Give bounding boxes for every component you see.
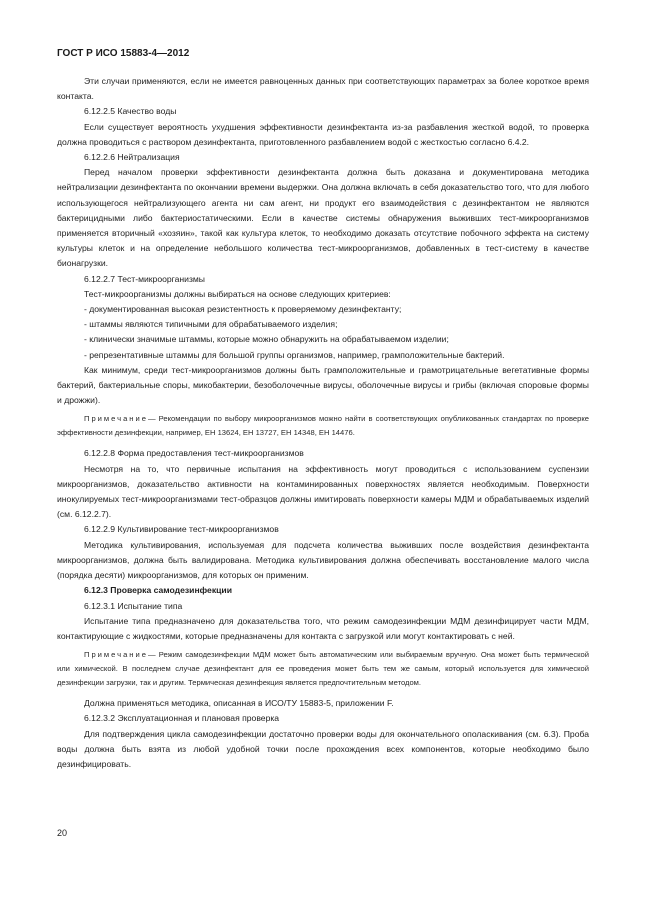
note-block: [57, 648, 589, 690]
section-heading-bold: 6.12.3 Проверка самодезинфекции: [84, 585, 232, 596]
paragraph: Методика культивирования, используемая для подсчета количества выживших после воздействия дезинфектанта микроорганизмов, должна быть валидирована. Методика культивирования должна обеспечивать восстановление малого числа (порядка десяти) микроорганизмов, для которых он применим.: [57, 539, 589, 581]
section-heading: 6.12.2.7 Тест-микроорганизмы: [84, 273, 205, 284]
section-heading: 6.12.3.2 Эксплуатационная и плановая проверка: [84, 713, 280, 724]
paragraph: Должна применяться методика, описанная в ИСО/ТУ 15883-5, приложении F.: [84, 698, 394, 709]
paragraph: Несмотря на то, что первичные испытания на эффективность могут проводиться с использованием суспензии микроорганизмов, доказательство активности на контаминированных поверхностях является необходимым. Поверхности инокулируемых тест-микроорганизмами тест-образцов должны имитировать поверхности камеры МДМ и обрабатываемых изделий (см. 6.12.2.7).: [57, 463, 589, 520]
note-block: [57, 412, 589, 440]
paragraph: Эти случаи применяются, если не имеется равноценных данных при соответствующих параметрах за более короткое время контакта.: [57, 76, 589, 102]
paragraph: Испытание типа предназначено для доказательства того, что режим самодезинфекции МДМ дезинфицирует части МДМ, контактирующие с жидкостями, которые предназначены для контакта с загрузкой или могут контактировать с ней.: [57, 615, 589, 641]
page-number: 20: [57, 828, 68, 838]
note-text: — Режим самодезинфекции МДМ может быть автоматическим или выбираемым вручную. Она может быть термической или химической. В последнем случае дезинфектант для ее проведения может быть тем же самым, который используется для химической дезинфекции загрузки, так и другим. Термическая дезинфекция является предпочтительным методом.: [57, 650, 589, 688]
section-heading: 6.12.3.1 Испытание типа: [84, 600, 183, 611]
note-label: Примечание: [84, 414, 148, 424]
paragraph: Если существует вероятность ухудшения эффективности дезинфектанта из-за разбавления жесткой водой, то проверка должна проводиться с раствором дезинфектанта, приготовленного разбавлением водой с жесткостью согласно 6.4.2.: [57, 121, 589, 147]
document-body: [57, 74, 589, 772]
list-item: - репрезентативные штаммы для большой группы организмов, например, грамположительные бактерий.: [84, 349, 505, 360]
list-item: - клинически значимые штаммы, которые можно обнаружить на обрабатываемом изделии;: [84, 334, 449, 345]
note-label: Примечание: [84, 650, 148, 660]
paragraph: Тест-микроорганизмы должны выбираться на основе следующих критериев:: [84, 288, 391, 299]
section-heading: 6.12.2.8 Форма предоставления тест-микроорганизмов: [84, 448, 304, 459]
list-item: - штаммы являются типичными для обрабатываемого изделия;: [84, 319, 338, 330]
paragraph: Как минимум, среди тест-микроорганизмов должны быть грамположительные и грамотрицательные вегетативные формы бактерий, бактериальные споры, микобактерии, безоболочечные вирусы, оболочечные вирусы и грибы (включая споровые формы и дрожжи).: [57, 364, 589, 406]
section-heading: 6.12.2.9 Культивирование тест-микроорганизмов: [84, 524, 279, 535]
note-text: — Рекомендации по выбору микроорганизмов можно найти в соответствующих опубликованных стандартах по проверке эффективности дезинфекции, например, ЕН 13624, ЕН 13727, ЕН 14348, ЕН 14476.: [57, 414, 589, 438]
document-header: ГОСТ Р ИСО 15883-4—2012: [57, 48, 190, 59]
paragraph: Перед началом проверки эффективности дезинфектанта должна быть доказана и документирована методика нейтрализации дезинфектанта по окончании времени выдержки. Она должна включать в себя доказательство того, что для любого использующегося нейтрализующего агента ни сам агент, ни продукт его взаимодействия с дезинфектантом не являются бактерицидными либо бактериостатическими. Если в качестве системы обнаружения выживших тест-микроорганизмов применяется вторичный «хозяин», такой как культура клеток, то необходимо доказать отсутствие побочного эффекта на систему культуры клеток и на определение небольшого количества тест-микроорганизмов, добавленных в тест-систему в качестве бионагрузки.: [57, 167, 589, 269]
section-heading: 6.12.2.5 Качество воды: [84, 106, 177, 117]
paragraph: Для подтверждения цикла самодезинфекции достаточно проверки воды для окончательного ополаскивания (см. 6.3). Проба воды должна быть взята из любой удобной точки после прохождения всех компонентов, которые необходимо было дезинфицировать.: [57, 728, 589, 769]
section-heading: 6.12.2.6 Нейтрализация: [84, 152, 180, 163]
list-item: - документированная высокая резистентность к проверяемому дезинфектанту;: [84, 304, 402, 315]
